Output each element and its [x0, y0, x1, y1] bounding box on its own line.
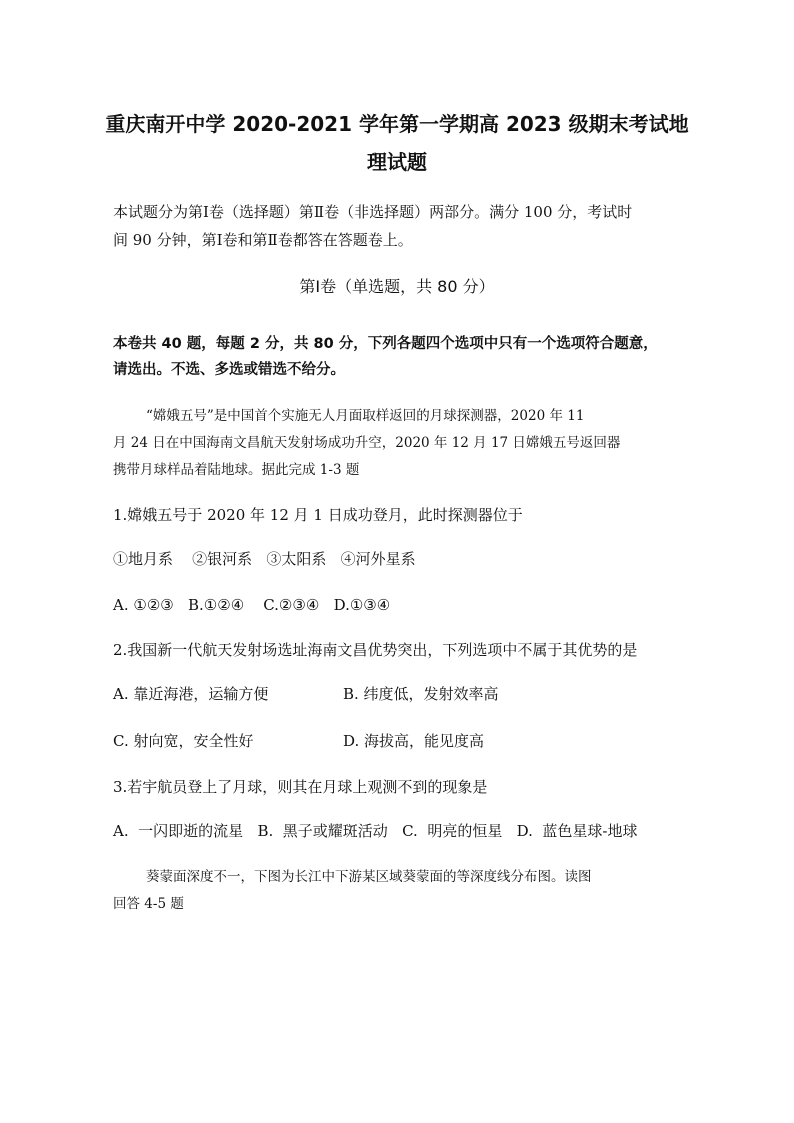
section-heading: 第Ⅰ卷（单选题，共 80 分）: [299, 277, 495, 296]
exam-title-line2: 理试题: [367, 150, 427, 174]
intro-line1: 本试题分为第Ⅰ卷（选择题）第Ⅱ卷（非选择题）两部分。满分 100 分，考试时: [113, 203, 633, 221]
question-1-stem: 1.嫦娥五号于 2020 年 12 月 1 日成功登月，此时探测器位于: [113, 506, 523, 524]
question-2-option-b: B. 纬度低，发射效率高: [343, 685, 499, 703]
question-1-options: A. ①②③ B.①②④ C.②③④ D.①③④: [113, 596, 391, 614]
instructions-line1: 本卷共 40 题，每题 2 分，共 80 分，下列各题四个选项中只有一个选项符合题意，: [113, 336, 658, 352]
passage1-line3: 携带月球样品着陆地球。据此完成 1-3 题: [113, 462, 360, 478]
question-3-stem: 3.若宇航员登上了月球，则其在月球上观测不到的现象是: [113, 778, 488, 796]
question-2-option-a: A. 靠近海港，运输方便: [113, 685, 269, 703]
passage1-line2: 月 24 日在中国海南文昌航天发射场成功升空，2020 年 12 月 17 日嫦娥五号返回器: [113, 435, 621, 451]
question-2-stem: 2.我国新一代航天发射场选址海南文昌优势突出，下列选项中不属于其优势的是: [113, 641, 638, 659]
question-3-options: A. 一闪即逝的流星 B. 黑子或耀斑活动 C. 明亮的恒星 D. 蓝色星球-地球: [113, 822, 638, 840]
passage2-line1: 葵蒙面深度不一，下图为长江中下游某区域葵蒙面的等深度线分布图。读图: [146, 869, 592, 885]
question-2-option-d: D. 海拔高，能见度高: [343, 732, 485, 750]
question-2-option-c: C. 射向宽，安全性好: [113, 732, 254, 750]
intro-line2: 间 90 分钟，第Ⅰ卷和第Ⅱ卷都答在答题卷上。: [113, 231, 413, 249]
question-1-items: ①地月系 ②银河系 ③太阳系 ④河外星系: [113, 550, 416, 568]
exam-title-line1: 重庆南开中学 2020-2021 学年第一学期高 2023 级期末考试地: [105, 112, 689, 136]
passage1-line1: “嫦娥五号”是中国首个实施无人月面取样返回的月球探测器，2020 年 11: [146, 408, 585, 424]
passage2-line2: 回答 4-5 题: [113, 896, 184, 912]
instructions-line2: 请选出。不选、多选或错选不给分。: [113, 362, 345, 378]
